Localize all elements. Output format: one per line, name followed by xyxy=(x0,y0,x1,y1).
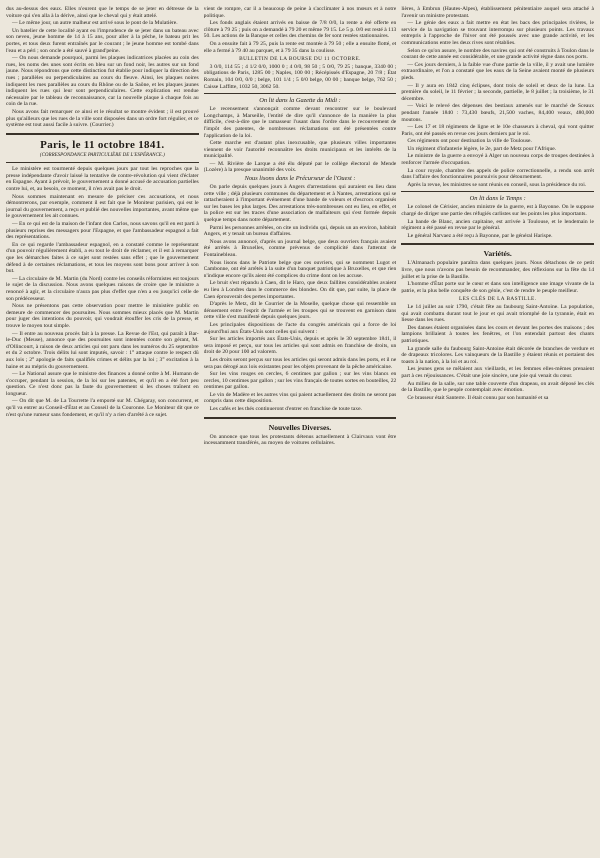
article-paragraph: Le ministre de la guerre a envoyé à Alger un nouveau corps de troupes destinées à renforcer l'armée d'occupation. xyxy=(401,153,595,167)
article-paragraph: Au milieu de la salle, sur une table couverte d'un drapeau, on avait déposé les clés de la Bastille, que le peuple contemplait avec émotion. xyxy=(401,380,595,394)
article-paragraph: vient de rompre, car il a beaucoup de peine à s'acclimater à nos mœurs et à notre politique. xyxy=(203,6,397,19)
column-right xyxy=(401,6,594,854)
article-paragraph: — Le National assure que le ministre des finances a donné ordre à M. Humann de s'occuper, pendant la session, de la loi sur les patentes, et qu'il en a été fort peu question. Ce n'est donc pas la faute du gouvernement si les choses traînent en longueur. xyxy=(6,371,199,397)
article-paragraph: La grande salle du faubourg Saint-Antoine était décorée de branches de verdure et de drapeaux tricolores. Les vainqueurs de la Bastille y étaient réunis et portaient des toasts à la nation, à la loi et au roi. xyxy=(401,345,595,365)
article-paragraph: Cette marche est d'autant plus inexcusable, que plusieurs villes importantes viennent de voir l'autorité reconnaître les droits municipaux et les intérêts de la municipalité. xyxy=(203,140,397,160)
article-paragraph: Nous lisons dans le Patriote belge que ces ouvriers, qui se nomment Lugot et Cambonne, ont été arrêtés à la suite d'un banquet patriotique à Bruxelles, et que rien n'indique encore qu'ils aient été complices du crime dont on les accuse. xyxy=(203,259,397,279)
article-paragraph: Les cafés et les thés continueront d'entrer en franchise de toute taxe. xyxy=(209,406,362,413)
article-paragraph: Le ministère est tourmenté depuis quelques jours par tout les reproches que la presse indépendante d'avoir laissé la tentative de contre-révolution qui vient d'éclater en Espagne. Ayant à prévoir, le gouvernement a donné accusé de accusation partielles contre lui, et, au besoin, ce moment, il n'en avait pas le droit. xyxy=(6,166,199,193)
article-paragraph: lières, à Embrun (Hautes-Alpes), établissement pénitentiaire auquel sera attaché à l'avenir un ministre protestant. xyxy=(401,6,595,19)
article-paragraph: Après la revue, les ministres se sont réunis en conseil, sous la présidence du roi. xyxy=(407,181,587,188)
article-paragraph: Nous sommes maintenant en mesure de préciser ces accusations, et nous démontrerons, par exemple, comment il est fait que le Moniteur parisien, qui est le journal du gouvernement, a reçu et publié des nouvelles importantes, avant même que le gouvernement les ait connues. xyxy=(6,193,199,220)
article-paragraph: On a ensuite fait à 79 25, puis la rente est montée à 79 50 ; elle a ensuite flotté, et elle a fermé à 79 40 au parquet, et à 79 35 dans la coulisse. xyxy=(203,40,397,54)
article-paragraph: On parle depuis quelques jours à Angers d'arrestations qui auraient eu lieu dans cette ville ; déjà plusieurs communes du département et à Nantes, arrestations qui se rattacheraient à l'important événement d'une bande de voleurs et d'escrocs organisés sur les bases les plus larges. Des arrestations très-nombreuses ont eu lieu, en effet, et la police est sur les traces d'une association de malfaiteurs qui s'est formée depuis quelque temps dans notre département. xyxy=(203,184,397,224)
temps-heading: On lit dans le Temps : xyxy=(469,195,526,203)
article-paragraph: L'homme d'État porte sur le cœur et dans son intelligence une image vivante de la patrie, et la plus belle conquête de son génie, c'est de rendre le peuple meilleur. xyxy=(401,281,595,294)
article-paragraph: Le recensement s'annonçait comme devant rencontrer sur le boulevard Longchamps, à Marseille, l'entité de dire qu'il s'annonce de la manière la plus difficile, c'est-à-dire que le ramasseur l'usant dans l'ordre dans le recouvrement de l'impôt des patentes, de nombreuses réclamations ont été présentées contre l'application de la loi. xyxy=(203,106,397,139)
article-paragraph: — En ce qui est de la maison de l'infant don Carlos, nous savons qu'il en est parti à plusieurs reprises des messagers pour l'Espagne, et que l'ambassadeur espagnol a fait des représentations. xyxy=(6,221,199,241)
column-left xyxy=(6,6,199,854)
section-divider xyxy=(401,191,594,192)
article-paragraph: Sur les articles importés aux États-Unis, depuis et après le 30 septembre 1841, il sera imposé et perçu, sur tous les articles qui sont admis en franchise de droits, un droit de 20 pour 100 ad valorem. xyxy=(203,336,397,356)
article-paragraph: Un batelier de cette localité ayant eu l'imprudence de se jeter dans un bateau avec son neveu, jeune homme de 14 à 15 ans, pour aller à la pêche, le bateau prit les portes, et tous deux furent entraînés par le courant ; le jeune homme est tombé dans l'eau et a péri ; son oncle a été sauvé à grand'peine. xyxy=(6,27,199,54)
article-paragraph: Le général Narvaez a été reçu à Bayonne, par le général Harispe. xyxy=(407,232,553,239)
section-divider xyxy=(6,133,199,135)
article-paragraph: Parmi les personnes arrêtées, on cite un individu qui, depuis un an environ, habitait Angers, et y tenait un bureau d'affaires. xyxy=(203,224,397,238)
article-paragraph: Des danses étaient organisées dans les cours et devant les portes des maisons ; des lampions brillaient à toutes les fenêtres, et l'on entendait partout des chants patriotiques. xyxy=(401,324,595,344)
article-paragraph: dus au-dessus des eaux. Elles n'eurent que le temps de se jeter en détresse de la voiture qui s'en alla à la dérive, ainsi que le cheval qui y était attelé. xyxy=(6,6,199,19)
article-paragraph: Un régiment d'infanterie légère, le 2e, part de Metz pour l'Afrique. xyxy=(407,145,557,152)
bourse-bulletin-heading: BULLETIN DE LA BOURSE DU 11 OCTOBRE. xyxy=(239,56,361,63)
article-paragraph: — Le génie des eaux a fait mettre en état les bacs des principales rivières, le service de la navigation se trouvant interrompu sur plusieurs points. Les travaux entrepris à l'approche de l'hiver ont été poussés avec une grande activité, et les communications entre les deux rives sont rétablies. xyxy=(401,20,595,46)
article-paragraph: D'après le Metz, dit le Courrier de la Moselle, quelque chose qui ressemble un dénuement entre l'esprit de l'armée et les troupes qui se trouvent en garnison dans cette ville s'est manifesté depuis quelques jours. xyxy=(203,301,397,321)
article-paragraph: En ce qui regarde l'ambassadeur espagnol, en a constaté comme le représentant d'un pouvoir régulièrement établi, a eu tout le droit de réclamer, et il est à remarquer que les démarches faites à ce sujet sont restées sans effet ; que le gouvernement défend à de certaines réclamations, et tous les moyens sont bons pour arriver à son but. xyxy=(6,241,199,275)
article-paragraph: — Il entre au nouveau procès fait à la presse. La Revue de l'Est, qui paraît à Bar-le-Duc (Meuse), annonce que des poursuites sont intentées contre son gérant, M. d'Ollincourt, à raison de deux articles qui ont paru dans les numéros du 25 septembre et du 2 octobre. Trois délits lui sont imputés, savoir : 1° attaque contre le respect dû aux lois ; 2° apologie de faits qualifiés crimes et délits par la loi ; 3° excitation à la haine et au mépris du gouvernement. xyxy=(6,330,199,370)
article-paragraph: — Ces jours derniers, à la faible vue d'une partie de la ville, il y avait une lumière extraordinaire, et l'on a constaté que les eaux de la Seine avaient monté de plusieurs pieds. xyxy=(401,61,595,81)
article-paragraph: Ces régiments ont pour destination la ville de Toulouse. xyxy=(407,138,532,145)
article-paragraph: La bande de Blanc, ancien capitaine, est arrivée à Toulouse, et le lendemain le régiment a été passé en revue par le général. xyxy=(401,218,595,232)
nouvelles-diverses-heading: Nouvelles Diverses. xyxy=(268,422,332,432)
article-paragraph: Les fonds anglais étaient arrivés en baisse de 7/8 0/0, la rente a été offerte en clôture à 79 25 ; puis on a demandé à 79 20 et même 79 15. Le 5 p. 0/0 est resté à 113 50. Les actions de la Banque et celles des chemins de fer sont restées stationnaires. xyxy=(203,20,397,40)
dateline-heading: Paris, le 11 octobre 1841. xyxy=(40,138,165,151)
article-paragraph: Le bruit s'est répandu à Caen, dit le Haro, que deux faillites considérables avaient eu lieu à Londres dans le commerce des blondes. On dit que, par suite, la place de Caen éprouverait des pertes importantes. xyxy=(203,280,397,300)
article-paragraph: — La circulaire de M. Martin (du Nord) contre les conseils réformistes est toujours le sujet de la discussion. Nous avons quelques raisons de croire que le ministre a renoncé à agir, et la circulaire n'aura pas plus d'effet que n'en a eu jusqu'ici celle de son prédécesseur. xyxy=(6,275,199,302)
bastille-keys-heading: LES CLÉS DE LA BASTILLE. xyxy=(458,296,537,303)
precurseur-heading: Nous lisons dans le Précurseur de l'Ouest : xyxy=(244,175,356,183)
column-middle xyxy=(204,6,397,854)
article-paragraph: — Le même jour, un autre malheur est arrivé sous le pont de la Mulatière. xyxy=(12,20,178,27)
article-paragraph: On annonce que tous les protestants détenus actuellement à Clairvaux vont être incessamment transférés, au moyen de voitures cellulaires. xyxy=(203,433,397,447)
correspondence-subheading: (CORRESPONDANCE PARTICULIÈRE DE L'ESPÉRANCE.) xyxy=(39,152,165,158)
article-paragraph: Les jeunes gens se mêlaient aux vieillards, et les femmes elles-mêmes prenaient part à ces réjouissances. C'était une joie sincère, une joie qui venait du cœur. xyxy=(401,366,595,379)
article-paragraph: Les droits seront perçus sur tous les articles qui seront admis dans les ports, et il ne sera pas dérogé aux lois existantes pour les objets provenant de la pêche américaine. xyxy=(203,356,397,370)
section-divider xyxy=(401,243,594,245)
article-paragraph: — Les 17 et 18 régiments de ligne et le 10e chasseurs à cheval, qui vont quitter Paris, ont été passés en revue ces jours derniers par le roi. xyxy=(401,124,595,137)
article-paragraph: Le 14 juillet au soir 1790, c'était fête au faubourg Saint-Antoine. La population, qui avait combattu durant tout le jour et qui avait triomphé de la tyrannie, était en liesse dans les rues. xyxy=(401,303,595,324)
article-paragraph: Sur les vins rouges en cercles, 6 centimes par gallon ; sur les vins blancs en cercles, 10 centimes par gallon ; sur les vins français de toutes sortes en bouteilles, 22 centimes par gallon. xyxy=(203,371,397,391)
article-paragraph: Le vin de Madère et les autres vins qui paient actuellement des droits ne seront pas compris dans cette disposition. xyxy=(203,391,397,405)
article-paragraph: Nous ne présentons pas cette observation pour mettre le ministère public en demeure de commencer des poursuites. Nous sommes mieux placés que M. Martin pour juger des intentions du pouvoir, qui voudrait étouffer les cris de la presse, et trouve le moyen tout simple. xyxy=(6,303,199,329)
article-paragraph: Nous avons annoncé, d'après un journal belge, que deux ouvriers français avaient été arrêtés à Bruxelles, comme prévenus de complicité dans l'attentat de Fontainebleau. xyxy=(203,238,397,258)
article-paragraph: Le colonel de Cérisier, ancien ministre de la guerre, est à Bayonne. On le suppose chargé de diriger une partie des réfugiés carlistes sur les points les plus importants. xyxy=(401,204,595,218)
article-paragraph: L'Almanach populaire paraîtra dans quelques jours. Nous détachons de ce petit livre, que nous n'avons pas besoin de recommander, des réflexions sur la fête du 14 juillet et la prise de la Bastille. xyxy=(401,260,595,280)
section-divider xyxy=(204,93,397,94)
article-paragraph: Les principales dispositions de l'acte du congrès américain qui a force de loi aujourd'hui aux États-Unis sont celles qui suivent : xyxy=(203,321,397,335)
varietes-heading: Variétés. xyxy=(483,249,512,259)
article-paragraph: — Voici le relevé des dépenses des bestiaux amenés sur le marché de Sceaux pendant l'année 1840 : 73,430 bœufs, 21,500 vaches, 84,400 veaux, 480,000 moutons. xyxy=(401,103,595,123)
section-divider xyxy=(204,417,397,419)
article-paragraph: La cour royale, chambre des appels de police correctionnelle, a rendu son arrêt dans l'affaire des fonctionnaires poursuivis pour détournement. xyxy=(401,167,595,181)
article-paragraph: Selon ce qu'on assure, le nombre des navires qui ont été construits à Toulon dans le courant de cette année est considérable, et une grande activité règne dans nos ports. xyxy=(401,47,595,61)
article-paragraph: — On dit que M. de La Tourrette l'a emporté sur M. Chégaray, son concurrent, et qu'il va entrer au Conseil-d'État et au Conseil de la Couronne. Le Moniteur dit que ce n'est qu'une rumeur sans fondement, et qu'il n'y a rien d'arrêté à ce sujet. xyxy=(6,398,199,418)
gazette-heading: On lit dans la Gazette du Midi : xyxy=(259,97,341,105)
article-paragraph: — Il y aura en 1842 cinq éclipses, dont trois de soleil et deux de la lune. La première du soleil, le 11 février ; la seconde, partielle, le 8 juillet ; la troisième, le 31 décembre. xyxy=(401,82,595,102)
article-paragraph: — On nous demande pourquoi, parmi les plaques indicatrices placées au coin des rues, les noms des unes sont écrits en bleu sur un fond noir, les autres sur un fond jaune. Nous répondrons que cette distinction fut établie pour indiquer la direction des rues ; parallèles ou perpendiculaires au cours du fleuve. Ainsi, les plaques noires indiquent les rues parallèles au cours du Rhône ou de la Saône, et les plaques jaunes indiquent les rues qui leur sont perpendiculaires. Cette explication est rendue nécessaire par le tableau de reconnaissance, car la nouvelle plaque à chaque fois au coin de la rue. xyxy=(6,55,199,108)
article-paragraph: — M. Rivière de Larque a été élu député par le collège électoral de Mende (Lozère) à la presque unanimité des voix. xyxy=(203,160,397,174)
article-paragraph: Ce brasseur était Santerre. Il était connu par son humanité et sa xyxy=(407,394,549,401)
section-divider xyxy=(6,162,199,163)
article-paragraph: 3 0/0, 114 55 ; 4 1/2 0/0, 1000 0 ; 4 0/0, 98 50 ; 5 0/0, 79 25 ; banque, 3340 00 ; obligations de Paris, 1285 00 ; Naples, 100 00 ; Récépissés d'Espagne, 20 7/8 ; État Romain, 104 0/0, 0/0 ; belge, 101 1/4 ; 5 0/0 belge, 00 00 ; banque belge, 762 50 ; Caisse Laffitte, 1032 50, 3062 50. xyxy=(203,63,397,90)
article-paragraph: Nous avons fait remarquer ce ainsi et le résultat se montre évident ; il est prouvé plus qu'ailleurs que les rues de la ville sont disposées dans un ordre fort régulier, et ce système est tout aussi facile à suivre. (Courrier.) xyxy=(6,108,199,129)
